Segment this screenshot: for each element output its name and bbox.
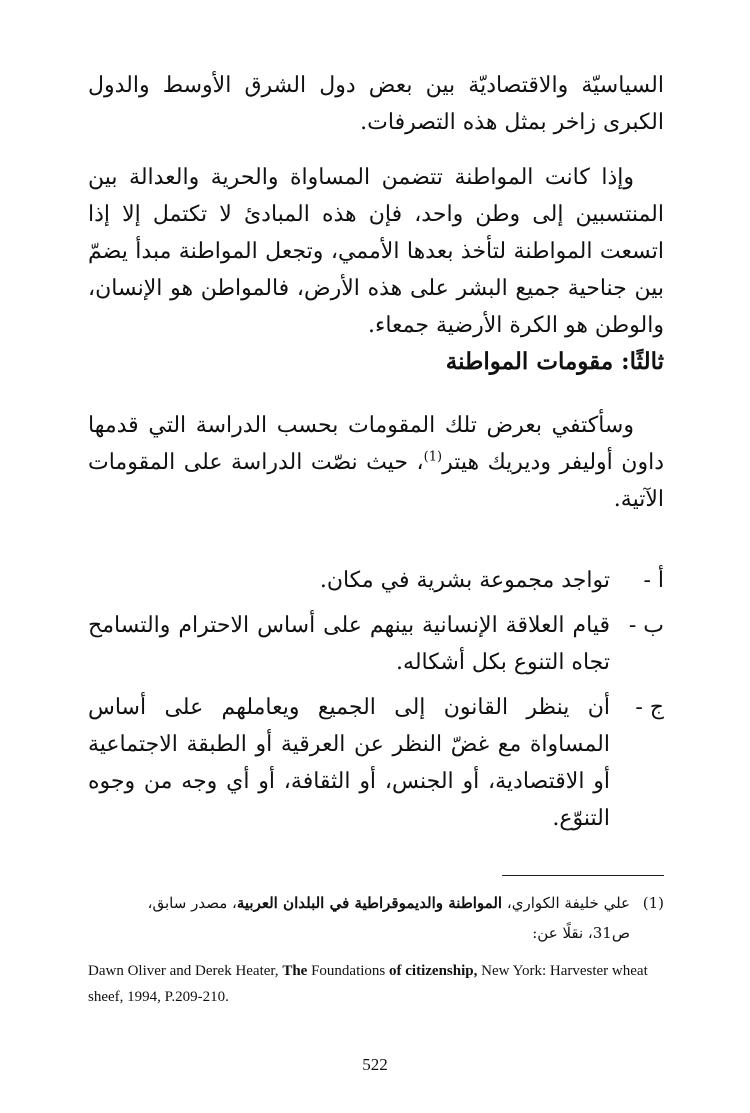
list-item — [88, 689, 664, 837]
list-item — [88, 562, 664, 599]
footnote-reference[interactable]: (1) — [423, 449, 443, 465]
list-item-text: قيام العلاقة الإنسانية بينهم على أساس الاحترام والتسامح تجاه التنوع بكل أشكاله. — [88, 613, 610, 675]
footnote-line-1 — [88, 888, 664, 918]
footnote-page-ref: ص31، نقلًا عن: — [532, 924, 630, 942]
study-intro-text-end: ، حيث نصّت الدراسة على المقومات الآتية. — [88, 450, 664, 512]
en-title-b: Foundations — [307, 963, 390, 979]
list-item-text: أن ينظر القانون إلى الجميع ويعاملهم على أساس المساواة مع غضّ النظر عن العرقية أو الطبقة الاجتماعية أو الاقتصادية، أو الجنس، أو الثقافة، أو أي وجه من وجوه التنوّع. — [88, 695, 610, 831]
footnote-line-2 — [88, 918, 664, 948]
footnote-english-reference — [88, 958, 664, 1010]
list-item — [88, 607, 664, 681]
study-intro-text: وسأكتفي بعرض تلك المقومات بحسب الدراسة التي قدمها داون أوليفر وديريك هيتر — [88, 413, 664, 475]
footnote-rest: ، مصدر سابق، — [147, 894, 237, 912]
list-item-marker: أ - — [643, 568, 664, 593]
list-item-marker: ج - — [635, 695, 664, 720]
en-title-c: of citizenship, — [389, 963, 478, 979]
components-list — [88, 562, 664, 845]
en-title-a: The — [282, 963, 308, 979]
list-item-text: تواجد مجموعة بشرية في مكان. — [319, 568, 610, 593]
section-heading: ثالثًا: مقومات المواطنة — [445, 348, 664, 375]
footnote-author: علي خليفة الكواري، — [506, 894, 630, 912]
en-publisher: New York: Harvester wheat sheef, 1994, P.209-210. — [88, 963, 648, 1005]
paragraph-citizenship-principles: وإذا كانت المواطنة تتضمن المساواة والحرية والعدالة بين المنتسبين إلى وطن واحد، فإن هذه المبادئ لا تكتمل إلا إذا اتسعت المواطنة لتأخذ بعدها الأممي، وتجعل المواطنة مبدأ يضمّ بين جناحية جميع البشر على هذه الأرض، فالمواطن هو الإنسان، والوطن هو الكرة الأرضية جمعاء. — [88, 165, 664, 338]
footnote-number: (1) — [642, 894, 664, 912]
footnote — [88, 888, 664, 948]
footnote-divider — [502, 875, 664, 876]
list-item-marker: ب - — [628, 613, 664, 638]
footnote-citation — [88, 888, 630, 918]
paragraph-continuation: السياسيّة والاقتصاديّة بين بعض دول الشرق الأوسط والدول الكبرى زاخر بمثل هذه التصرفات. — [88, 73, 664, 135]
paragraph-study-intro — [88, 407, 664, 518]
footnote-title: المواطنة والديموقراطية في البلدان العربية — [236, 894, 503, 912]
en-authors: Dawn Oliver and Derek Heater, — [88, 963, 283, 979]
page-number: 522 — [362, 1055, 388, 1074]
